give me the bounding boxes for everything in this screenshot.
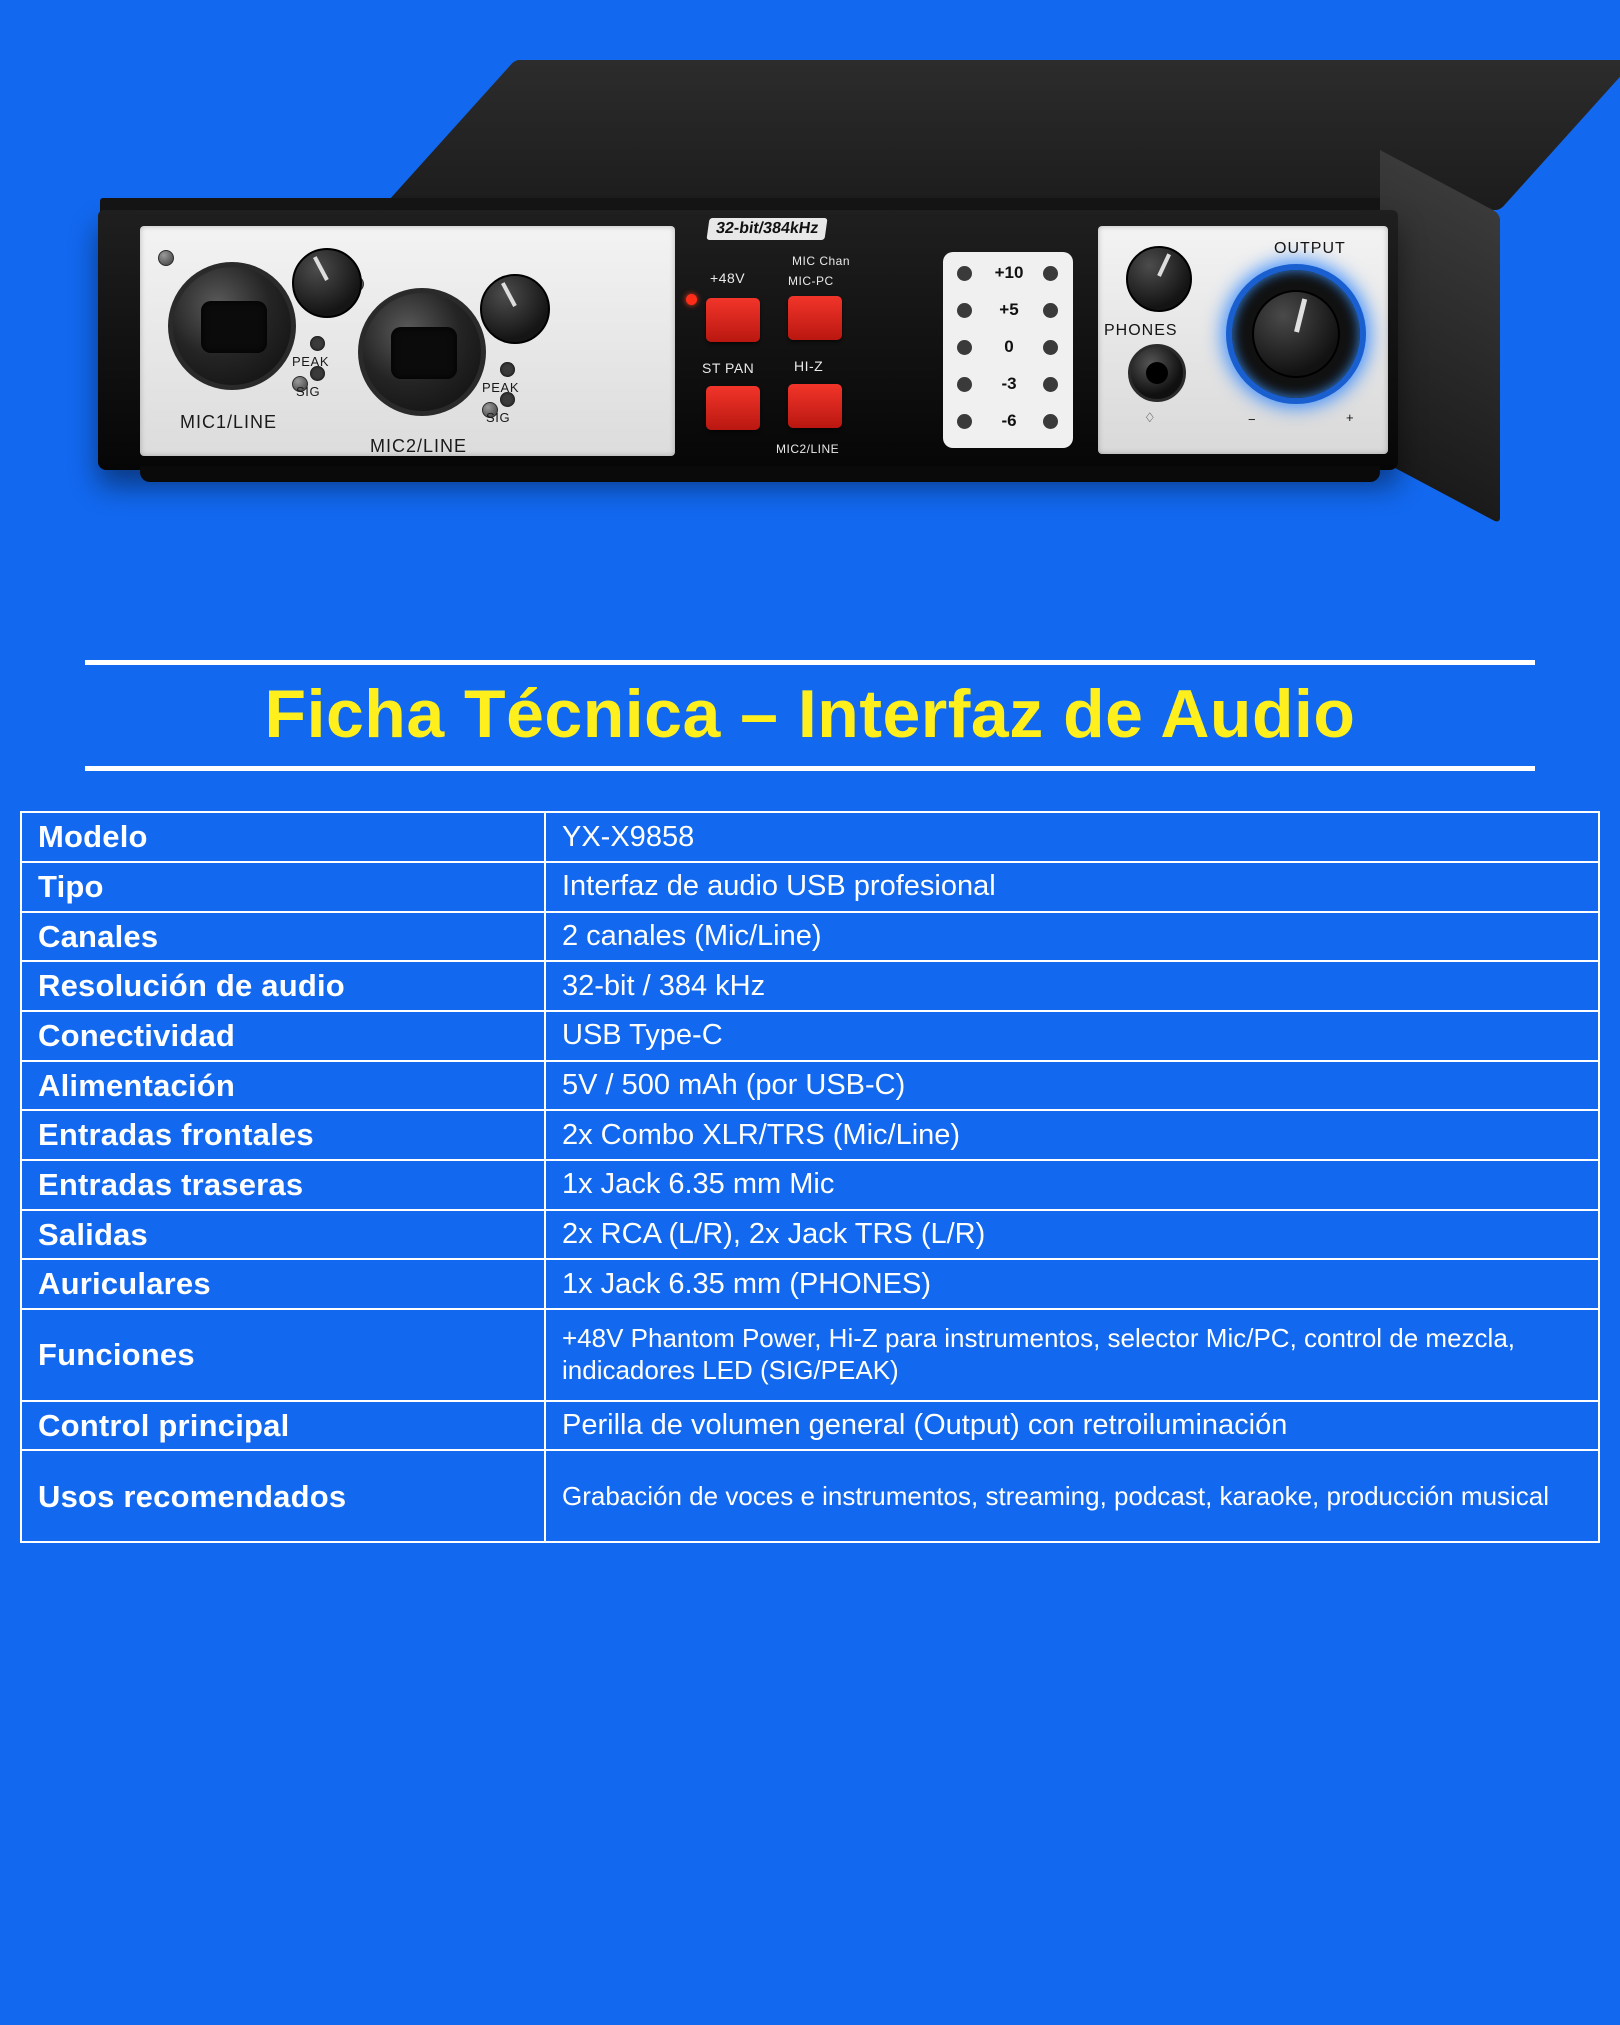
output-label: OUTPUT	[1274, 240, 1346, 257]
spec-key: Modelo	[21, 812, 545, 862]
device-front-panel	[98, 210, 1398, 470]
meter-level-label: +10	[994, 263, 1024, 282]
headphones-icon: ♢	[1144, 410, 1157, 425]
output-backlight-ring	[1226, 264, 1366, 404]
mic2-line-label: MIC2/LINE	[370, 436, 468, 456]
hi-z-label: HI-Z	[794, 358, 824, 374]
spec-value: 5V / 500 mAh (por USB-C)	[545, 1061, 1599, 1111]
combo-input-jack-2[interactable]	[358, 288, 486, 416]
spec-value: Grabación de voces e instrumentos, streaming, podcast, karaoke, producción musical	[545, 1450, 1599, 1542]
mic-pc-button[interactable]	[788, 296, 842, 340]
meter-level-label: 0	[1004, 337, 1014, 356]
screw-icon	[158, 250, 174, 266]
headphone-jack[interactable]	[1128, 344, 1186, 402]
spec-table	[20, 811, 1600, 1543]
spec-key: Usos recomendados	[21, 1450, 545, 1542]
sample-rate-badge: 32-bit/384kHz	[706, 218, 827, 240]
peak-led-2	[500, 362, 515, 377]
table-row	[21, 1110, 1599, 1160]
meter-row	[943, 334, 1073, 364]
meter-led-right	[1043, 377, 1058, 392]
spec-key: Control principal	[21, 1401, 545, 1451]
table-row	[21, 1401, 1599, 1451]
mic2-line-switch-label: MIC2/LINE	[776, 442, 840, 456]
spec-value: 2x Combo XLR/TRS (Mic/Line)	[545, 1110, 1599, 1160]
phantom-power-label: +48V	[710, 270, 746, 286]
spec-value: 32-bit / 384 kHz	[545, 961, 1599, 1011]
meter-led-left	[957, 414, 972, 429]
meter-level-label: +5	[999, 300, 1019, 319]
phantom-power-button[interactable]	[706, 298, 760, 342]
mic1-line-label: MIC1/LINE	[180, 412, 278, 432]
spec-value: Perilla de volumen general (Output) con retroiluminación	[545, 1401, 1599, 1451]
table-row	[21, 812, 1599, 862]
device-side-face	[1380, 150, 1500, 524]
spec-key: Conectividad	[21, 1011, 545, 1061]
spec-value: 2 canales (Mic/Line)	[545, 912, 1599, 962]
meter-row	[943, 408, 1073, 438]
spec-key: Entradas traseras	[21, 1160, 545, 1210]
spec-value: +48V Phantom Power, Hi-Z para instrumentos, selector Mic/PC, control de mezcla, indicadores LED (SIG/PEAK)	[545, 1309, 1599, 1401]
mic-chan-label: MIC Chan	[792, 254, 851, 268]
phantom-power-led	[686, 294, 697, 305]
title-block	[0, 660, 1620, 771]
spec-key: Tipo	[21, 862, 545, 912]
spec-key: Alimentación	[21, 1061, 545, 1111]
divider-bottom	[85, 766, 1535, 771]
meter-row	[943, 297, 1073, 327]
spec-value: USB Type-C	[545, 1011, 1599, 1061]
spec-value: Interfaz de audio USB profesional	[545, 862, 1599, 912]
combo-input-jack-1[interactable]	[168, 262, 296, 390]
table-row	[21, 912, 1599, 962]
spec-key: Funciones	[21, 1309, 545, 1401]
meter-level-label: -3	[1001, 374, 1017, 393]
level-meter	[943, 252, 1073, 448]
spec-value: YX-X9858	[545, 812, 1599, 862]
phones-label: PHONES	[1104, 322, 1178, 339]
spec-key: Resolución de audio	[21, 961, 545, 1011]
minus-label: −	[1248, 412, 1257, 427]
plus-label: +	[1346, 410, 1355, 425]
meter-row	[943, 371, 1073, 401]
spec-value: 1x Jack 6.35 mm (PHONES)	[545, 1259, 1599, 1309]
gain-knob-1[interactable]	[292, 248, 362, 318]
hi-z-button[interactable]	[788, 384, 842, 428]
table-row	[21, 1259, 1599, 1309]
product-image	[0, 0, 1620, 640]
spec-key: Auriculares	[21, 1259, 545, 1309]
gain-knob-2[interactable]	[480, 274, 550, 344]
output-panel	[1098, 226, 1388, 454]
meter-level-label: -6	[1001, 411, 1017, 430]
spec-key: Canales	[21, 912, 545, 962]
table-row	[21, 1011, 1599, 1061]
table-row	[21, 1210, 1599, 1260]
table-row	[21, 1061, 1599, 1111]
spec-table-wrapper	[20, 811, 1600, 1543]
meter-led-right	[1043, 414, 1058, 429]
spec-value: 2x RCA (L/R), 2x Jack TRS (L/R)	[545, 1210, 1599, 1260]
meter-led-right	[1043, 266, 1058, 281]
st-pan-label: ST PAN	[702, 360, 755, 376]
meter-led-left	[957, 303, 972, 318]
input-panel	[140, 226, 675, 456]
spec-key: Entradas frontales	[21, 1110, 545, 1160]
meter-led-left	[957, 340, 972, 355]
meter-led-left	[957, 377, 972, 392]
peak-led-1	[310, 336, 325, 351]
meter-led-left	[957, 266, 972, 281]
table-row	[21, 1309, 1599, 1401]
page-title: Ficha Técnica – Interfaz de Audio	[264, 676, 1356, 752]
device-base	[140, 466, 1380, 482]
table-row	[21, 1450, 1599, 1542]
spec-key: Salidas	[21, 1210, 545, 1260]
audio-interface-device	[80, 30, 1440, 610]
table-row	[21, 961, 1599, 1011]
table-row	[21, 862, 1599, 912]
phones-volume-knob[interactable]	[1126, 246, 1192, 312]
meter-row	[943, 260, 1073, 290]
peak-label-1: PEAK	[292, 354, 330, 369]
sig-label-2: SIG	[486, 410, 511, 425]
output-volume-knob[interactable]	[1252, 290, 1340, 378]
spec-value: 1x Jack 6.35 mm Mic	[545, 1160, 1599, 1210]
st-pan-button[interactable]	[706, 386, 760, 430]
mic-pc-label: MIC-PC	[788, 274, 834, 288]
sig-label-1: SIG	[296, 384, 321, 399]
peak-label-2: PEAK	[482, 380, 520, 395]
meter-led-right	[1043, 303, 1058, 318]
meter-led-right	[1043, 340, 1058, 355]
table-row	[21, 1160, 1599, 1210]
